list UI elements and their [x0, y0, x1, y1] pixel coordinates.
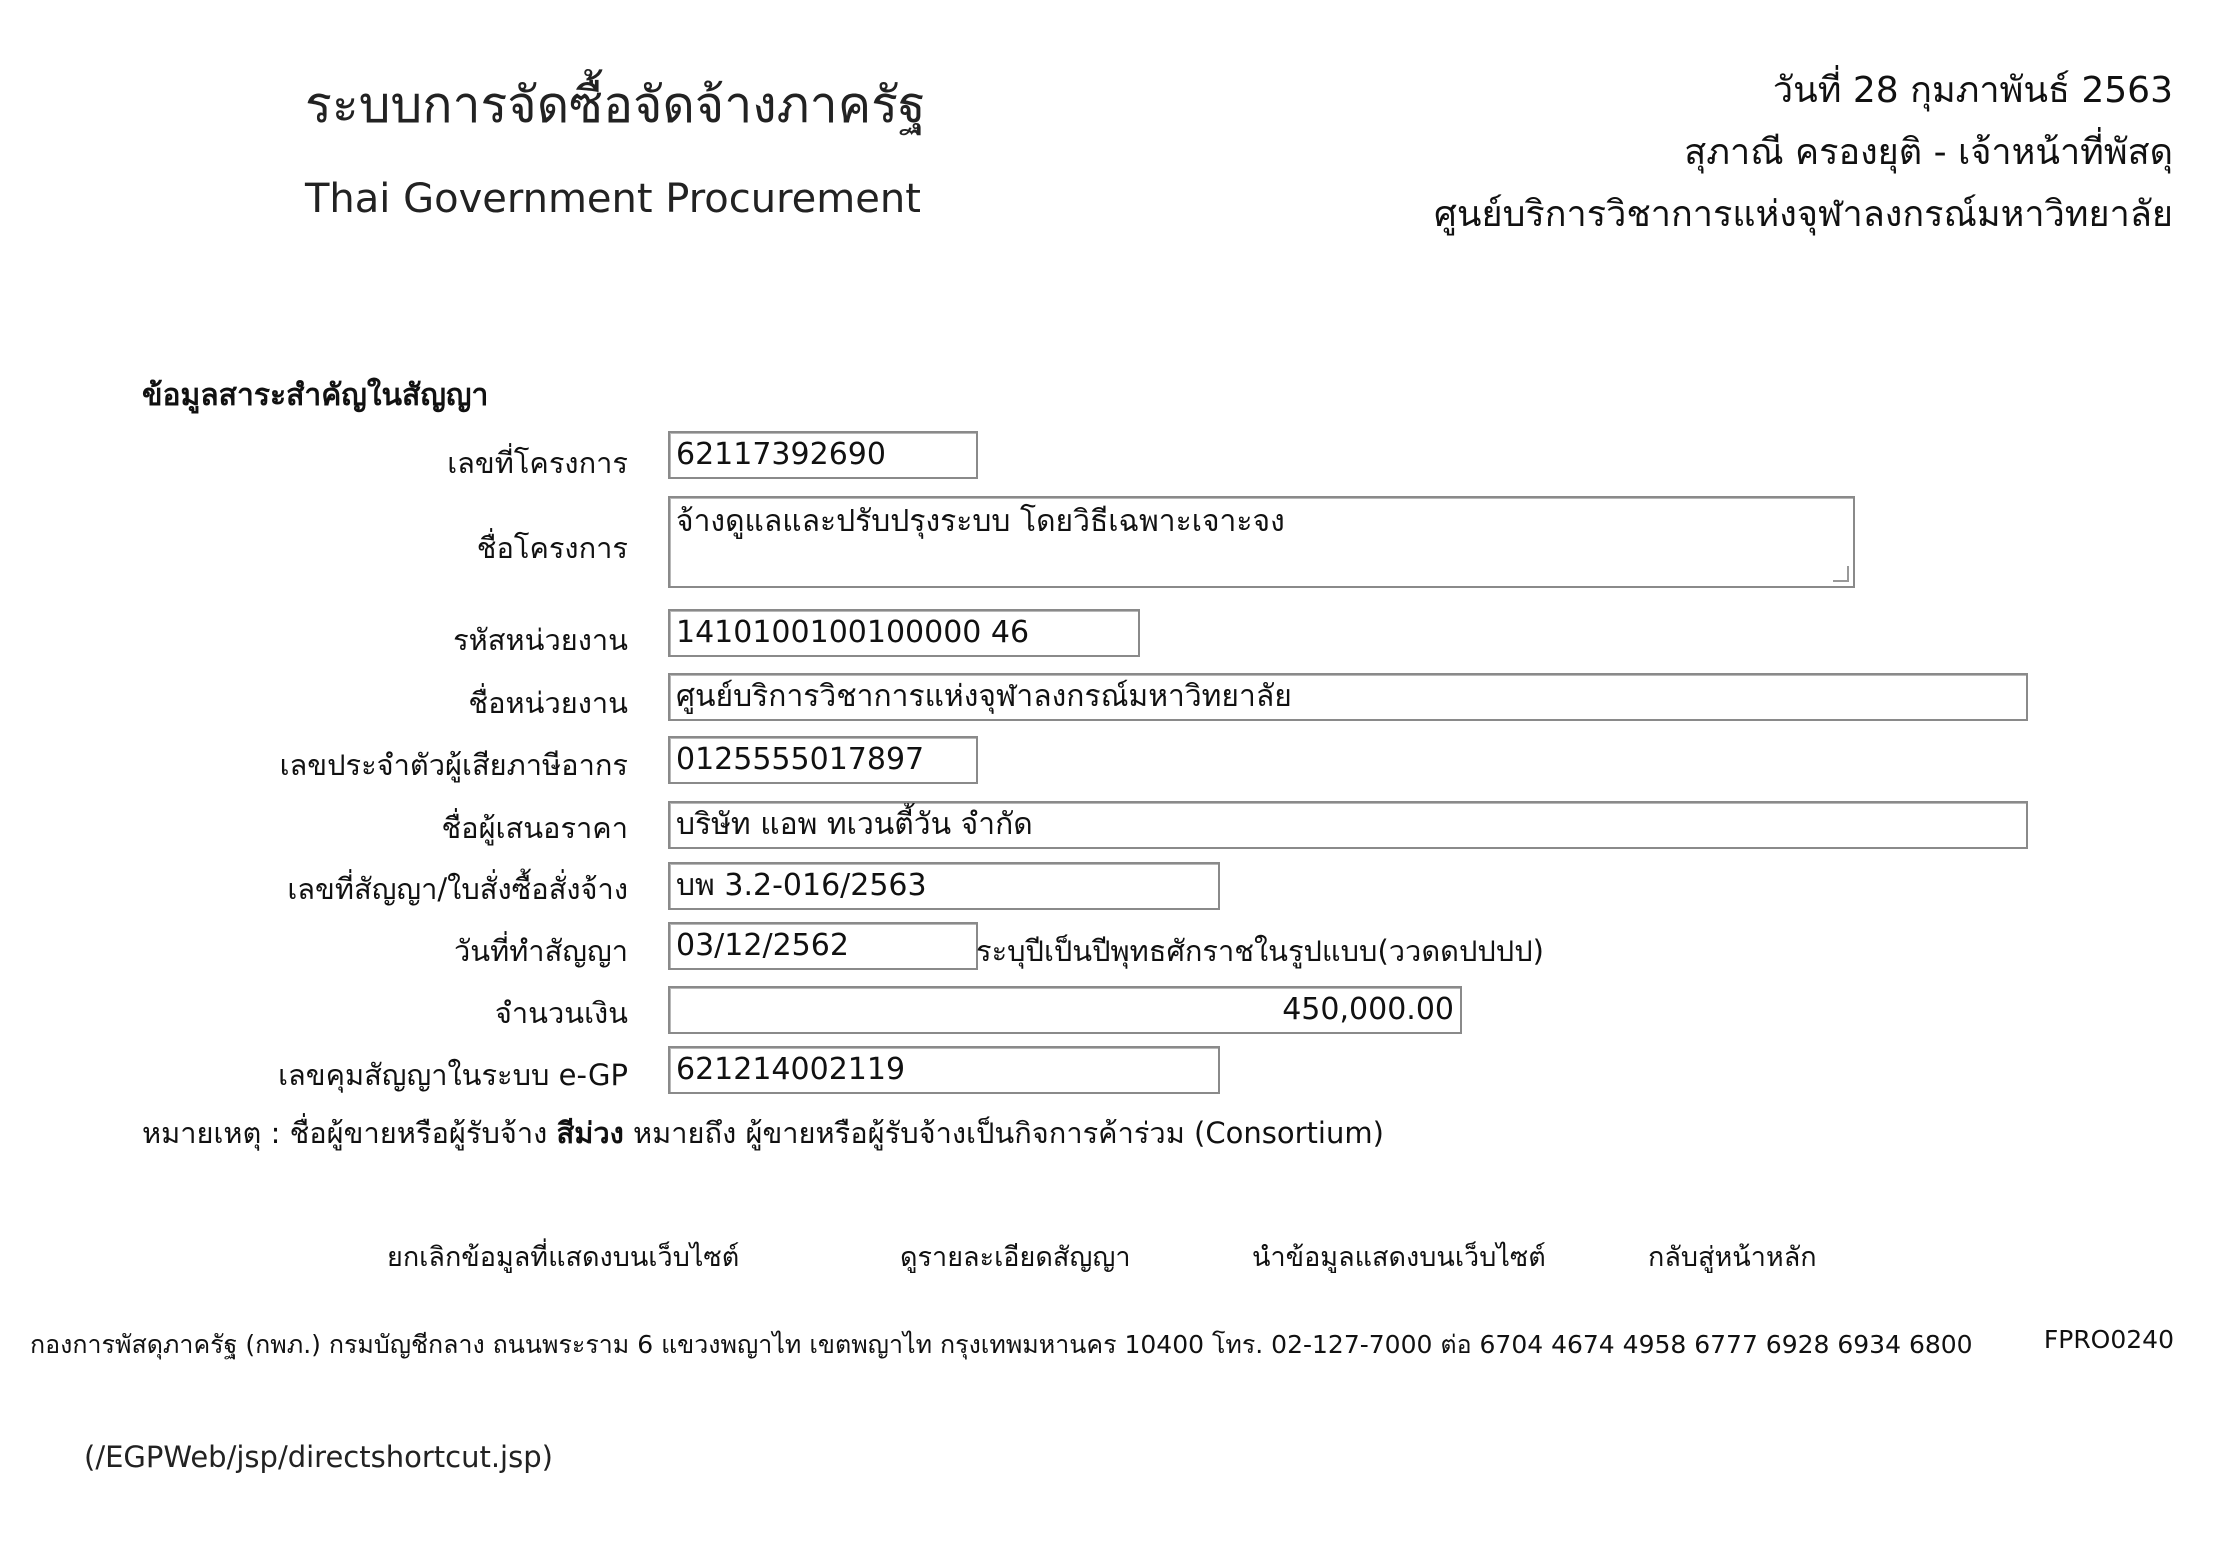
back-to-home-link[interactable]: กลับสู่หน้าหลัก: [1648, 1242, 1817, 1273]
publish-to-website-link[interactable]: นำข้อมูลแสดงบนเว็บไซต์: [1252, 1242, 1546, 1273]
system-title-english: Thai Government Procurement: [305, 176, 921, 222]
page-path: (/EGPWeb/jsp/directshortcut.jsp): [84, 1440, 553, 1474]
system-title-thai: ระบบการจัดซื้อจัดจ้างภาครัฐ: [305, 76, 926, 134]
agency-name-label: ชื่อหน่วยงาน: [468, 686, 628, 720]
agency-name-field[interactable]: ศูนย์บริการวิชาการแห่งจุฬาลงกรณ์มหาวิทยาลัย: [668, 673, 2028, 721]
project-name-label: ชื่อโครงการ: [476, 531, 628, 565]
organization-name: ศูนย์บริการวิชาการแห่งจุฬาลงกรณ์มหาวิทยาลัย: [1434, 194, 2173, 235]
footer-address: กองการพัสดุภาครัฐ (กพภ.) กรมบัญชีกลาง ถนนพระราม 6 แขวงพญาไท เขตพญาไท กรุงเทพมหานคร 10400 โทร. 02-127-7000 ต่อ 6704 4674 4958 6777 6928 6934 6800: [30, 1330, 1973, 1359]
agency-code-label: รหัสหน่วยงาน: [453, 623, 628, 657]
egp-control-number-field[interactable]: 621214002119: [668, 1046, 1220, 1094]
user-name-role: สุภาณี ครองยุติ - เจ้าหน้าที่พัสดุ: [1684, 132, 2173, 173]
amount-field[interactable]: 450,000.00: [668, 986, 1462, 1034]
bidder-name-label: ชื่อผู้เสนอราคา: [441, 811, 628, 845]
agency-code-field[interactable]: 1410100100100000 46: [668, 609, 1140, 657]
section-title: ข้อมูลสาระสำคัญในสัญญา: [142, 378, 489, 413]
resize-handle-icon[interactable]: [1833, 566, 1849, 582]
amount-label: จำนวนเงิน: [494, 996, 628, 1030]
current-date: วันที่ 28 กุมภาพันธ์ 2563: [1772, 70, 2173, 111]
tax-id-label: เลขประจำตัวผู้เสียภาษีอากร: [279, 748, 628, 782]
contract-number-field[interactable]: บพ 3.2-016/2563: [668, 862, 1220, 910]
note-suffix: หมายถึง ผู้ขายหรือผู้รับจ้างเป็นกิจการค้าร่วม (Consortium): [623, 1116, 1384, 1150]
user-info: [1434, 60, 2173, 246]
tax-id-field[interactable]: 0125555017897: [668, 736, 978, 784]
bidder-name-field[interactable]: บริษัท แอพ ทเวนตี้วัน จำกัด: [668, 801, 2028, 849]
page-code: FPRO0240: [2043, 1325, 2174, 1354]
contract-date-label: วันที่ทำสัญญา: [453, 934, 628, 968]
project-name-value: จ้างดูแลและปรับปรุงระบบ โดยวิธีเฉพาะเจาะจง: [676, 504, 1285, 539]
note-highlight: สีม่วง: [556, 1116, 624, 1150]
consortium-note: [142, 1110, 1384, 1156]
date-format-hint: ระบุปีเป็นปีพุทธศักราชในรูปแบบ(ววดดปปปป): [976, 934, 1544, 968]
project-name-field[interactable]: [668, 496, 1855, 588]
contract-date-field[interactable]: 03/12/2562: [668, 922, 978, 970]
project-number-field[interactable]: 62117392690: [668, 431, 978, 479]
egp-control-number-label: เลขคุมสัญญาในระบบ e-GP: [278, 1058, 628, 1092]
cancel-website-display-link[interactable]: ยกเลิกข้อมูลที่แสดงบนเว็บไซต์: [387, 1242, 740, 1273]
view-contract-detail-link[interactable]: ดูรายละเอียดสัญญา: [900, 1242, 1131, 1273]
contract-number-label: เลขที่สัญญา/ใบสั่งซื้อสั่งจ้าง: [287, 872, 628, 906]
note-prefix: หมายเหตุ : ชื่อผู้ขายหรือผู้รับจ้าง: [142, 1116, 557, 1150]
project-number-label: เลขที่โครงการ: [447, 446, 628, 480]
